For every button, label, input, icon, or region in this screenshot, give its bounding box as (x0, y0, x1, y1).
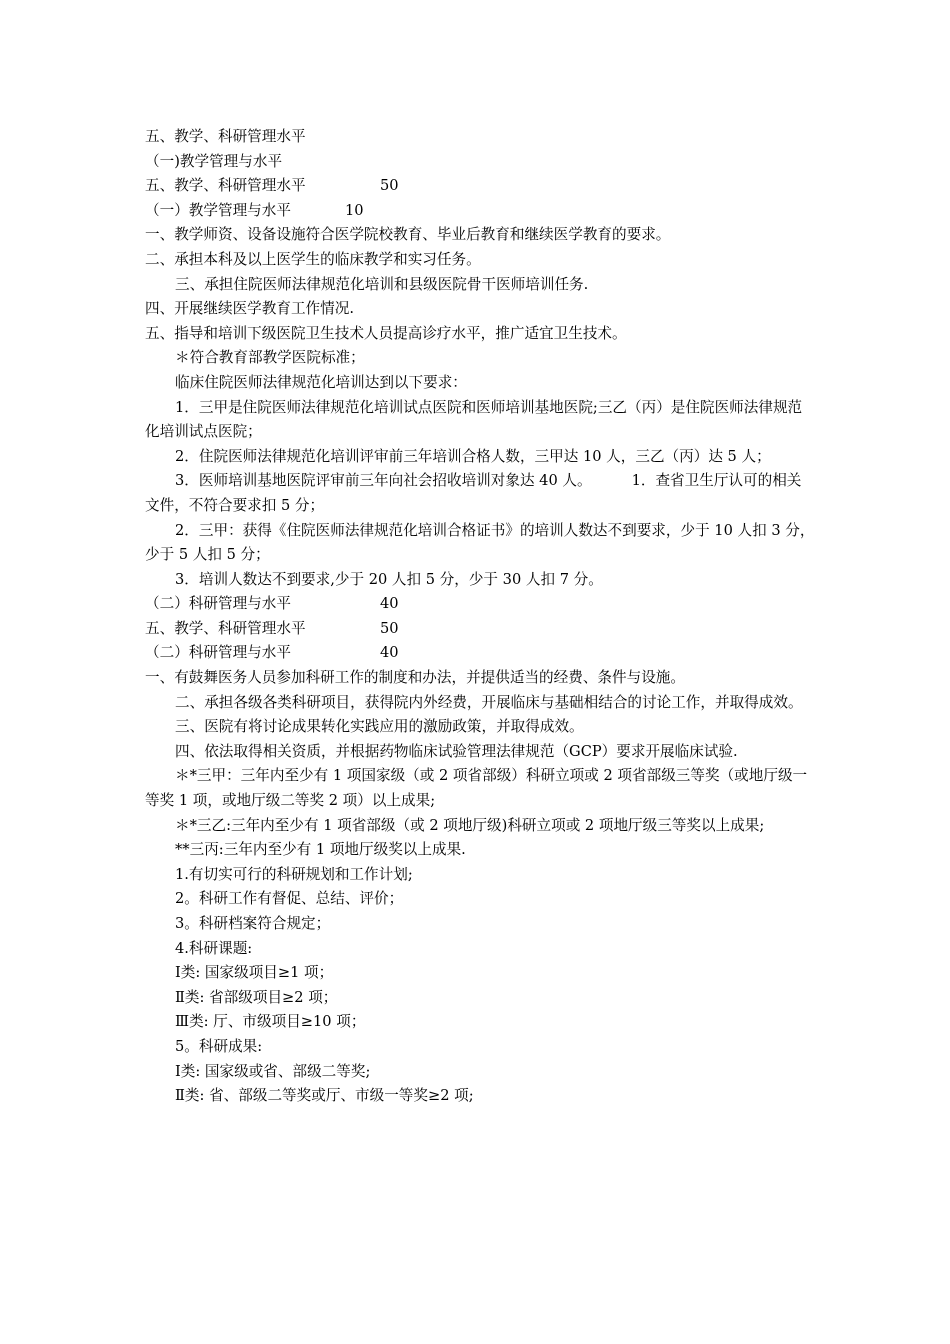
score-label: 五、教学、科研管理水平 (145, 619, 306, 637)
text-line: 一、教学师资、设备设施符合医学院校教育、毕业后教育和继续医学教育的要求。 (145, 226, 671, 244)
score-label: （二）科研管理与水平 (145, 595, 291, 613)
score-label: （一）教学管理与水平 (145, 201, 291, 219)
text-line: 二、承担本科及以上医学生的临床教学和实习任务。 (145, 250, 481, 268)
text-paragraph: 2．住院医师法律规范化培训评审前三年培训合格人数，三甲达 10 人，三乙（丙）达 5 人； (175, 447, 771, 465)
text-line: **三丙:三年内至少有 1 项地厅级奖以上成果. (175, 841, 466, 859)
text-line: 4.科研课题: (175, 939, 253, 957)
text-line: （一)教学管理与水平 (145, 152, 283, 170)
score-value: 50 (380, 619, 399, 637)
text-line: 五、教学、科研管理水平 (145, 128, 306, 145)
text-segment: 1．查省卫生厅认可的相关文件，不符合要求扣 5 分； (145, 472, 802, 514)
score-value: 40 (380, 595, 399, 613)
text-line: 四、开展继续医学教育工作情况. (145, 300, 354, 318)
text-line: Ⅰ类: 国家级或省、部级二等奖; (175, 1062, 371, 1080)
text-line: Ⅱ类: 省、部级二等奖或厅、市级一等奖≥2 项; (175, 1087, 474, 1105)
text-line: 三、承担住院医师法律规范化培训和县级医院骨干医师培训任务. (175, 275, 589, 293)
score-value: 10 (345, 201, 364, 219)
text-paragraph: 1．三甲是住院医师法律规范化培训试点医院和医师培训基地医院;三乙（丙）是住院医师法律规范化培训试点医院； (145, 398, 803, 441)
text-line: 2。科研工作有督促、总结、评价； (175, 890, 404, 908)
score-value: 40 (380, 644, 399, 662)
score-line (145, 617, 815, 642)
text-line: 3．培训人数达不到要求,少于 20 人扣 5 分，少于 30 人扣 7 分。 (175, 570, 603, 588)
score-label: （二）科研管理与水平 (145, 644, 291, 662)
score-line (145, 174, 815, 199)
text-line: 一、有鼓舞医务人员参加科研工作的制度和办法，并提供适当的经费、条件与设施。 (145, 669, 685, 687)
score-line (145, 592, 815, 617)
score-value: 50 (380, 177, 399, 195)
score-line (145, 199, 815, 224)
text-line: Ⅱ类: 省部级项目≥2 项； (175, 988, 338, 1006)
text-paragraph: 二、承担各级各类科研项目，获得院内外经费，开展临床与基础相结合的讨论工作，并取得成效。 (175, 693, 803, 711)
text-paragraph: ＊*三乙:三年内至少有 1 项省部级（或 2 项地厅级)科研立项或 2 项地厅级三等奖以上成果; (175, 816, 765, 834)
text-paragraph (145, 469, 815, 518)
text-line: 临床住院医师法律规范化培训达到以下要求： (175, 373, 467, 391)
text-line: 1.有切实可行的科研规划和工作计划; (175, 865, 413, 883)
text-line: Ⅰ类: 国家级项目≥1 项； (175, 964, 334, 982)
text-line: Ⅲ类: 厅、市级项目≥10 项； (175, 1013, 366, 1031)
text-line: 三、医院有将讨论成果转化实践应用的激励政策，并取得成效。 (175, 718, 584, 736)
text-line: ＊符合教育部教学医院标准； (175, 349, 365, 367)
text-line: 3。科研档案符合规定； (175, 915, 331, 932)
score-line (145, 641, 815, 666)
text-paragraph: ＊*三甲：三年内至少有 1 项国家级（或 2 项省部级）科研立项或 2 项省部级三等奖（或地厅级一等奖 1 项，或地厅级二等奖 2 项）以上成果; (145, 767, 808, 810)
text-line: 五、指导和培训下级医院卫生技术人员提高诊疗水平，推广适宜卫生技术。 (145, 324, 627, 342)
document-body (145, 125, 815, 1109)
text-line: 5。科研成果: (175, 1037, 263, 1055)
text-paragraph: 2．三甲：获得《住院医师法律规范化培训合格证书》的培训人数达不到要求，少于 10 人扣 3 分，少于 5 人扣 5 分； (145, 521, 815, 564)
text-segment: 3．医师培训基地医院评审前三年向社会招收培训对象达 40 人。 (175, 472, 592, 490)
text-paragraph: 四、依法取得相关资质，并根据药物临床试验管理法律规范（GCP）要求开展临床试验. (175, 742, 738, 760)
score-label: 五、教学、科研管理水平 (145, 177, 306, 195)
